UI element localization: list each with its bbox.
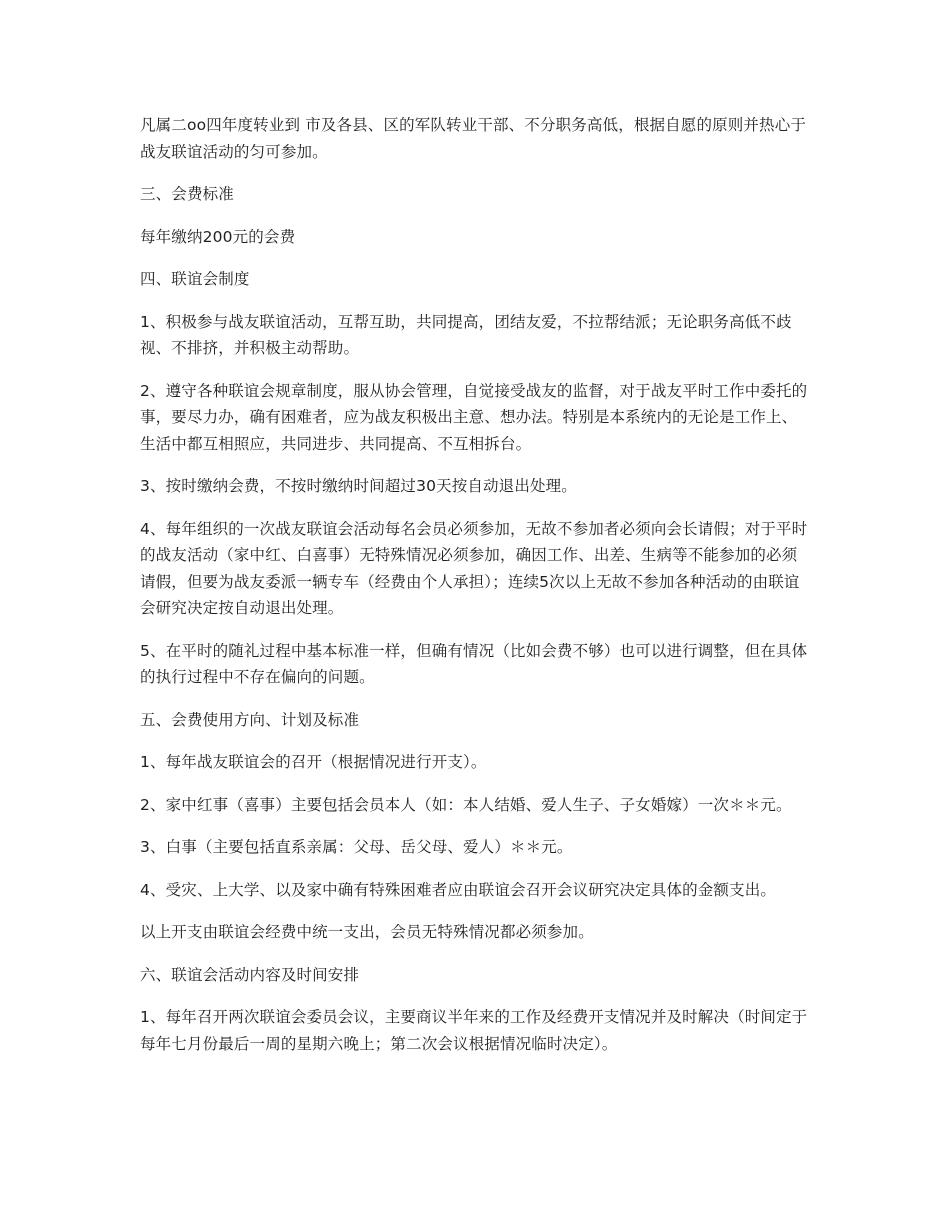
section-heading-activities: 六、联谊会活动内容及时间安排 xyxy=(140,965,360,984)
section-heading-fee-usage: 五、会费使用方向、计划及标准 xyxy=(140,710,360,729)
rule-item-5: 5、在平时的随礼过程中基本标准一样，但确有情况（比如会费不够）也可以进行调整，但在具体的执行过程中不存在偏向的问题。 xyxy=(140,641,808,686)
section-heading-fee-standard: 三、会费标准 xyxy=(140,185,234,203)
usage-item-2: 2、家中红事（喜事）主要包括会员本人（如：本人结婚、爱人生子、子女婚嫁）一次＊＊元。 xyxy=(140,795,792,814)
rule-item-1: 1、积极参与战友联谊活动，互帮互助，共同提高，团结友爱，不拉帮结派；无论职务高低不歧视、不排挤，并积极主动帮助。 xyxy=(140,312,792,357)
usage-item-3: 3、白事（主要包括直系亲属：父母、岳父母、爱人）＊＊元。 xyxy=(140,838,573,856)
rule-item-3: 3、按时缴纳会费，不按时缴纳时间超过30天按自动退出处理。 xyxy=(140,477,577,495)
eligibility-paragraph: 凡属二oo四年度转业到 市及各县、区的军队转业干部、不分职务高低，根据自愿的原则并热心于战友联谊活动的匀可参加。 xyxy=(140,116,806,161)
section-heading-rules: 四、联谊会制度 xyxy=(140,270,250,288)
usage-item-4: 4、受灾、上大学、以及家中确有特殊困难者应由联谊会召开会议研究决定具体的金额支出。 xyxy=(140,880,777,899)
usage-summary: 以上开支由联谊会经费中统一支出，会员无特殊情况都必须参加。 xyxy=(140,923,594,941)
usage-item-1: 1、每年战友联谊会的召开（根据情况进行开支）。 xyxy=(140,753,487,771)
activity-item-1: 1、每年召开两次联谊会委员会议，主要商议半年来的工作及经费开支情况并及时解决（时间定于每年七月份最后一周的星期六晚上；第二次会议根据情况临时决定）。 xyxy=(140,1008,808,1053)
fee-amount-paragraph: 每年缴纳200元的会费 xyxy=(140,227,296,246)
rule-item-2: 2、遵守各种联谊会规章制度，服从协会管理，自觉接受战友的监督，对于战友平时工作中委托的事，要尽力办，确有困难者，应为战友积极出主意、想办法。特别是本系统内的无论是工作上、生活中都互相照应，共同进步、共同提高、不互相拆台。 xyxy=(140,381,808,453)
rule-item-4: 4、每年组织的一次战友联谊会活动每名会员必须参加，无故不参加者必须向会长请假；对于平时的战友活动（家中红、白喜事）无特殊情况必须参加，确因工作、出差、生病等不能参加的必须请假，但要为战友委派一辆专车（经费由个人承担）；连续5次以上无故不参加各种活动的由联谊会研究决定按自动退出处理。 xyxy=(140,519,808,617)
